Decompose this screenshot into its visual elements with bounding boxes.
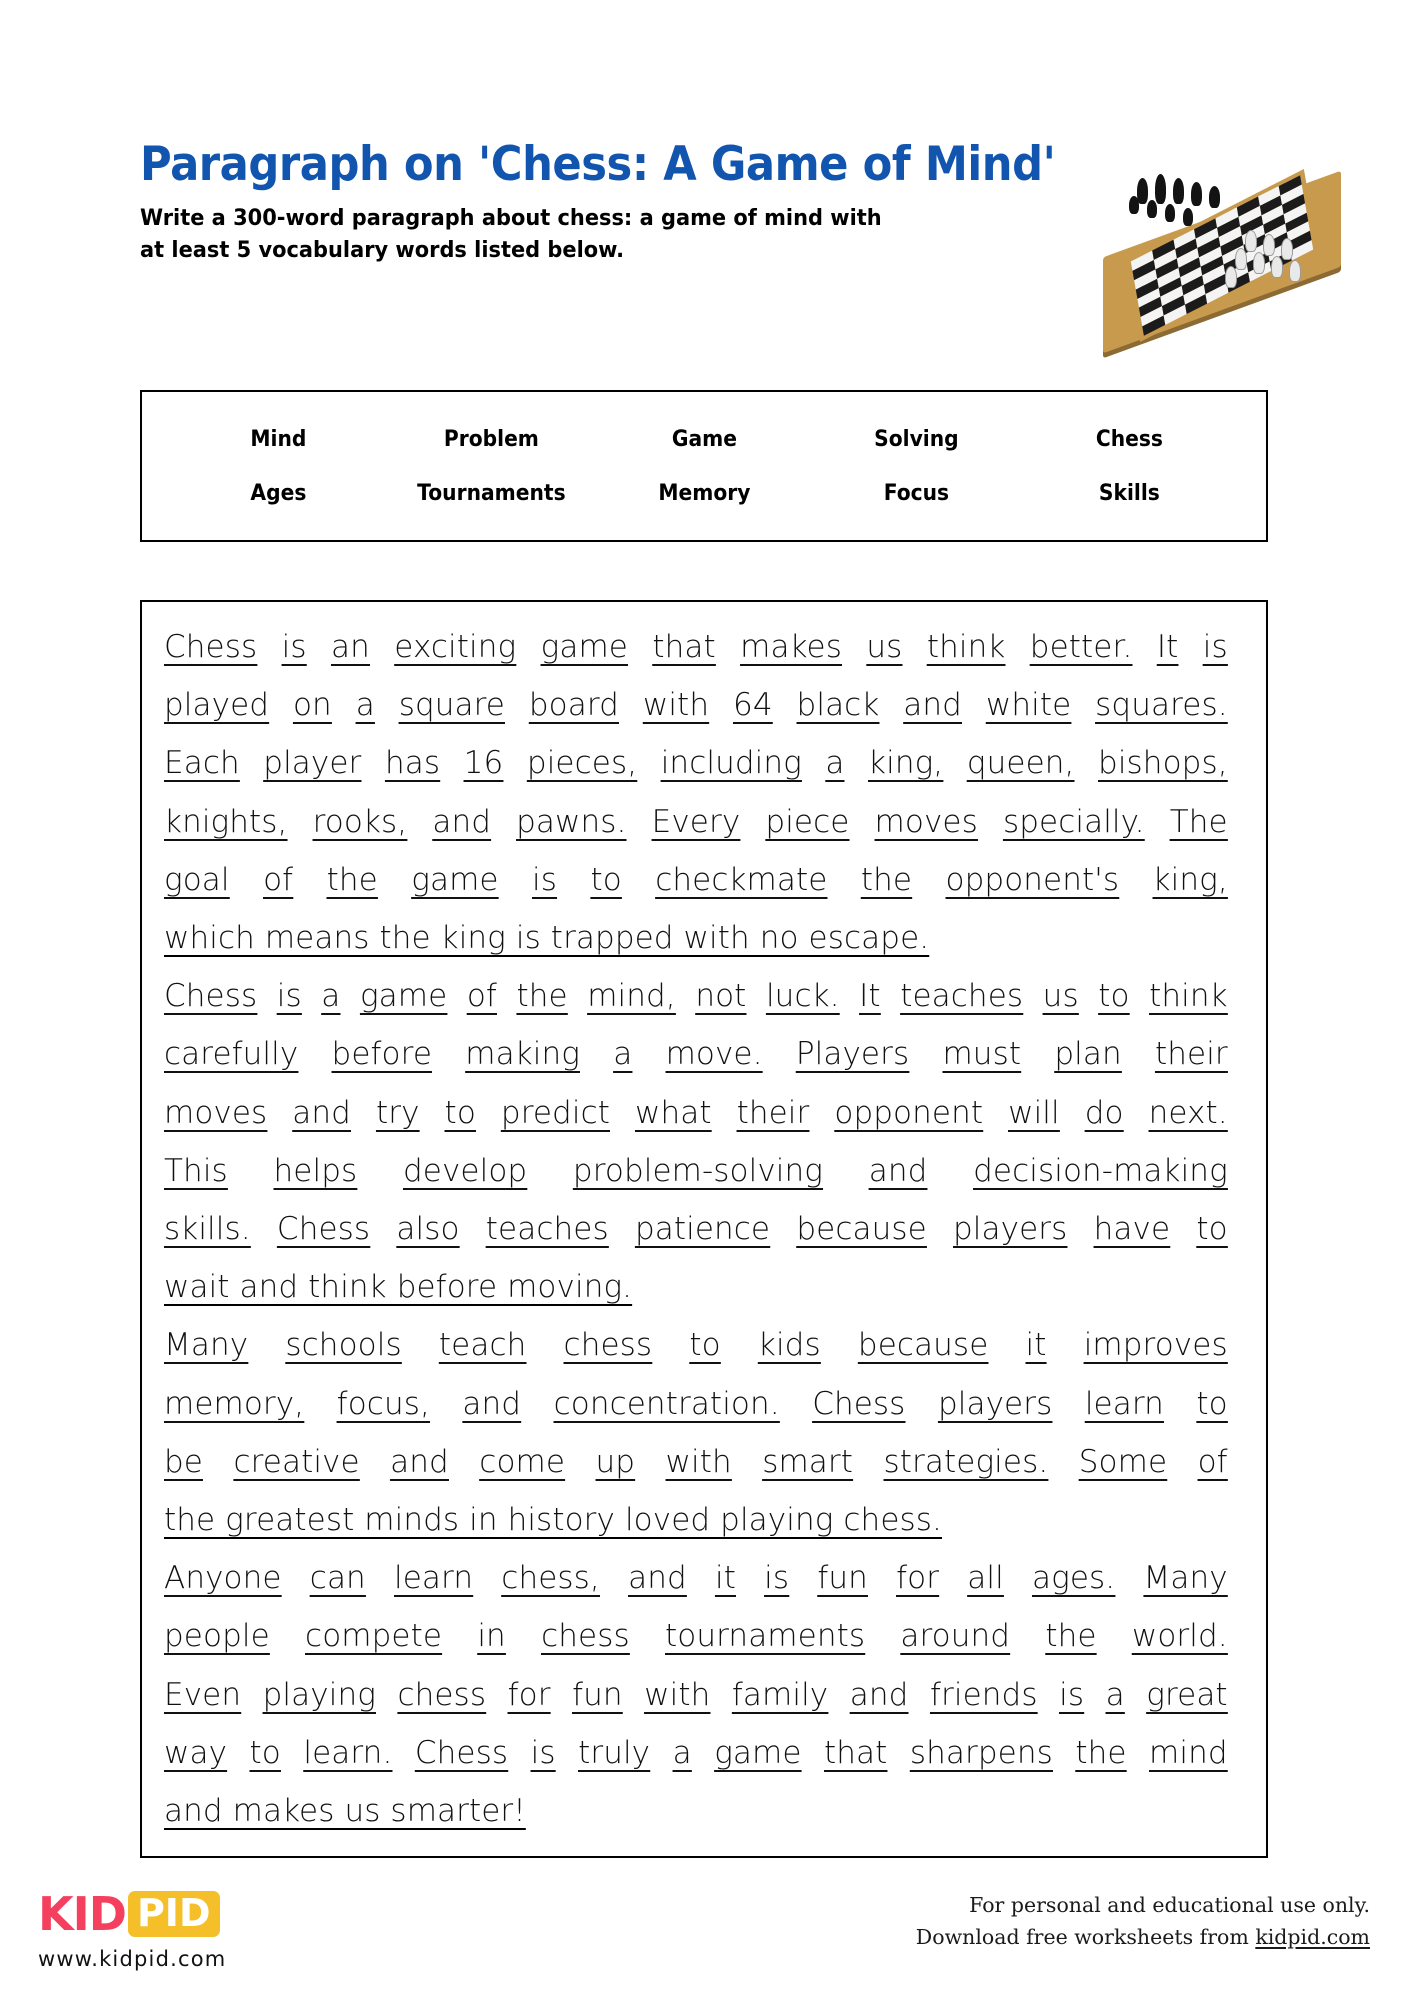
paragraph-line: Many schools teach chess to kids because it improves [164,1327,1228,1364]
worksheet-instructions [140,203,977,267]
vocabulary-word: Game [671,426,737,452]
vocabulary-word: Focus [884,480,950,506]
vocabulary-word: Tournaments [416,480,566,506]
paragraph-line: skills. Chess also teaches patience because players have to [164,1211,1228,1248]
paragraph-line: This helps develop problem-solving and decision-making [164,1152,1228,1189]
footer-notice-line-2 [916,1922,1370,1954]
page-footer [0,1880,1414,2000]
paragraph-line: the greatest minds in history loved playing chess. [164,1502,942,1539]
paragraph-line: carefully before making a move. Players must plan their [164,1036,1228,1073]
paragraph-line: Chess is a game of the mind, not luck. It teaches us to think [164,978,1228,1015]
paragraph-line: which means the king is trapped with no escape. [164,920,930,957]
footer-notice [916,1890,1370,1954]
paragraph-line: way to learn. Chess is truly a game that sharpens the mind [164,1734,1228,1771]
vocabulary-row-2 [142,480,1266,506]
paragraph-text [164,618,1244,1840]
paragraph-line: moves and try to predict what their opponent will do next. [164,1094,1228,1131]
vocabulary-word: Skills [1099,480,1161,506]
paragraph-line: goal of the game is to checkmate the opponent's king, [164,861,1228,898]
vocabulary-row-1 [142,426,1266,452]
instructions-line-1: Write a 300-word paragraph about chess: a game of mind with [140,205,882,232]
paragraph-line: Each player has 16 pieces, including a king, queen, bishops, [164,745,1228,782]
logo-pid-text: PID [128,1891,220,1937]
logo-kid-text: KID [38,1887,126,1941]
paragraph-line: Anyone can learn chess, and it is fun for all ages. Many [164,1560,1228,1597]
paragraph-line: memory, focus, and concentration. Chess players learn to [164,1385,1228,1422]
vocabulary-word: Mind [250,426,307,452]
vocabulary-word: Chess [1096,426,1164,452]
vocabulary-word: Memory [657,480,751,506]
paragraph-line: be creative and come up with smart strategies. Some of [164,1443,1228,1480]
vocabulary-word: Ages [250,480,307,506]
paragraph-line: played on a square board with 64 black and white squares. [164,687,1228,724]
footer-notice-prefix: Download free worksheets from [915,1924,1256,1949]
vocabulary-word-bank [140,390,1268,542]
vocabulary-word: Solving [874,426,960,452]
instructions-line-2: at least 5 vocabulary words listed below. [140,237,625,264]
paragraph-line: wait and think before moving. [164,1269,633,1306]
paragraph-line: knights, rooks, and pawns. Every piece moves specially. The [164,803,1228,840]
kidpid-logo [38,1888,226,1971]
paragraph-line: Even playing chess for fun with family and friends is a great [164,1676,1228,1713]
chess-board-graphic [1085,172,1370,322]
paragraph-line: and makes us smarter! [164,1793,526,1830]
kidpid-link[interactable]: kidpid.com [1255,1924,1370,1949]
chess-board-icon [1085,150,1370,320]
paragraph-line: Chess is an exciting game that makes us think better. It is [164,629,1228,665]
paragraph-line: people compete in chess tournaments around the world. [164,1618,1228,1655]
logo-website-url: www.kidpid.com [38,1947,227,1971]
page-title: Paragraph on 'Chess: A Game of Mind' [140,137,1056,192]
paragraph-answer-area[interactable] [140,600,1268,1858]
footer-notice-line-1: For personal and educational use only. [969,1893,1370,1917]
vocabulary-word: Problem [443,426,539,452]
